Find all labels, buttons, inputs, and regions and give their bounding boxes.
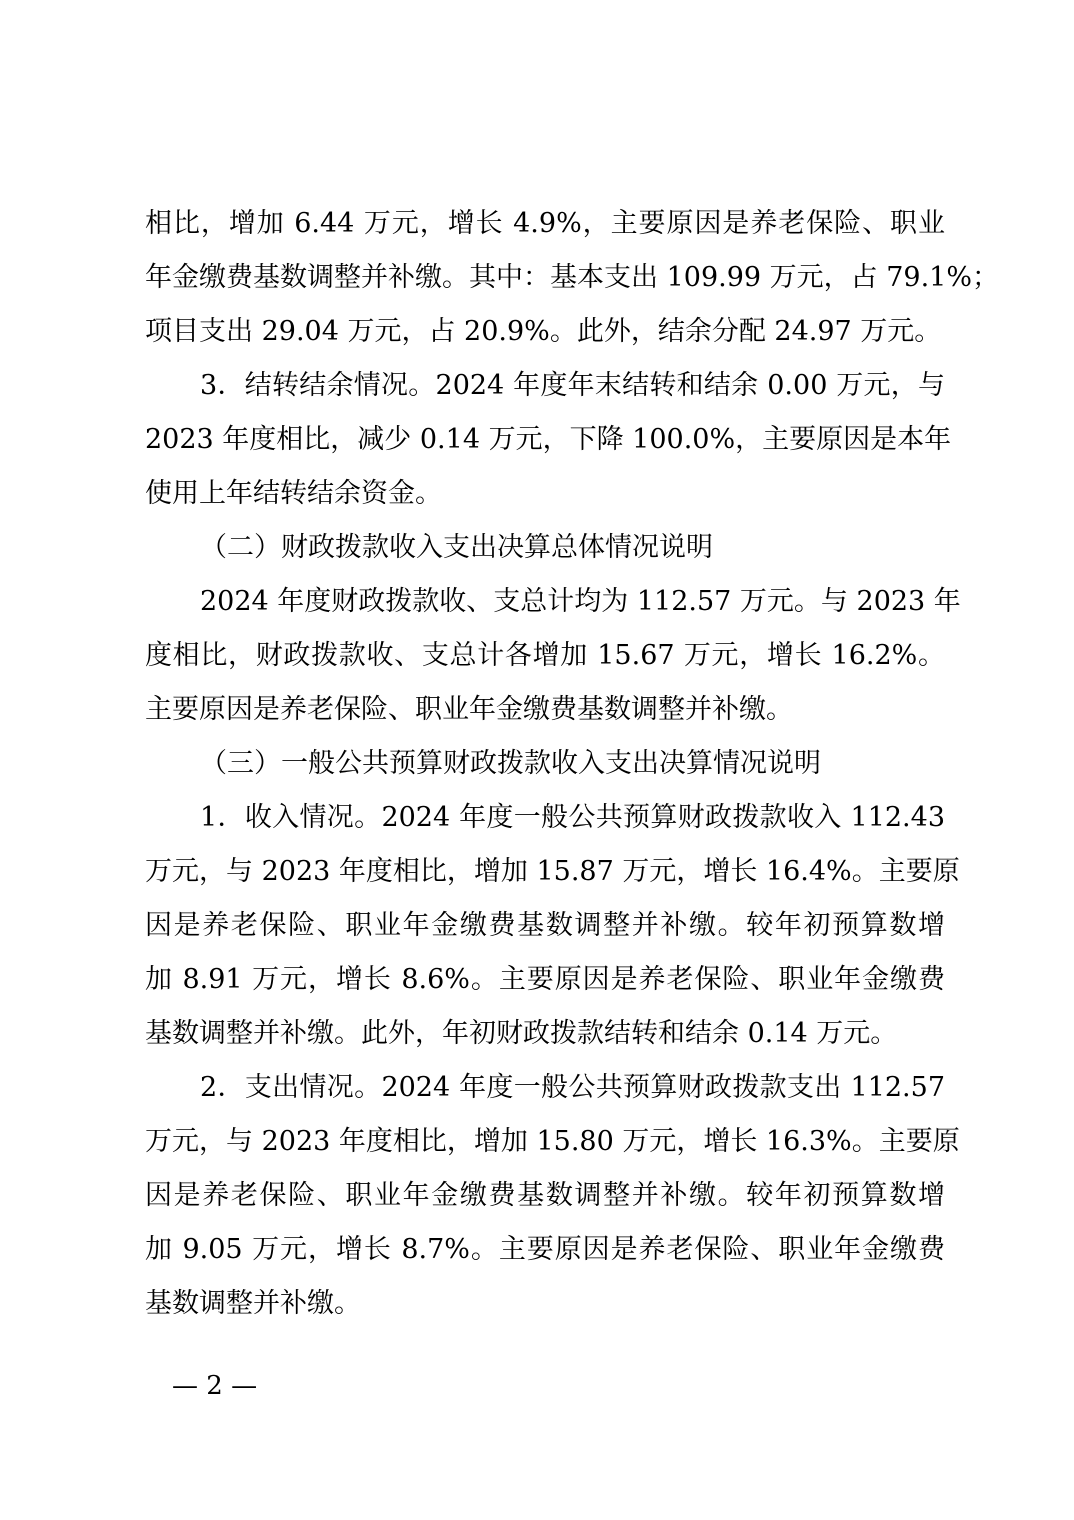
page-number: — 2 — (172, 1371, 258, 1401)
body-text-line: 因是养老保险、职业年金缴费基数调整并补缴。较年初预算数增 (145, 1180, 945, 1211)
body-text-line: 加 9.05 万元，增长 8.7%。主要原因是养老保险、职业年金缴费 (145, 1234, 945, 1265)
body-text-line: 1．收入情况。2024 年度一般公共预算财政拨款收入 112.43 (200, 802, 945, 833)
body-text-line: 基数调整并补缴。此外，年初财政拨款结转和结余 0.14 万元。 (145, 1018, 898, 1049)
body-text-line: 基数调整并补缴。 (145, 1288, 361, 1319)
body-text-line: 2024 年度财政拨款收、支总计均为 112.57 万元。与 2023 年 (200, 586, 961, 617)
body-text-line: 主要原因是养老保险、职业年金缴费基数调整并补缴。 (145, 694, 793, 725)
section-heading: （二）财政拨款收入支出决算总体情况说明 (200, 532, 713, 563)
body-text-line: 加 8.91 万元，增长 8.6%。主要原因是养老保险、职业年金缴费 (145, 964, 945, 995)
body-text-line: 度相比，财政拨款收、支总计各增加 15.67 万元，增长 16.2%。 (145, 640, 945, 671)
body-text-line: 使用上年结转结余资金。 (145, 478, 442, 509)
body-text-line: 2．支出情况。2024 年度一般公共预算财政拨款支出 112.57 (200, 1072, 945, 1103)
body-text-line: 2023 年度相比，减少 0.14 万元，下降 100.0%，主要原因是本年 (145, 424, 952, 455)
body-text-line: 万元，与 2023 年度相比，增加 15.80 万元，增长 16.3%。主要原 (145, 1126, 960, 1157)
body-text-line: 万元，与 2023 年度相比，增加 15.87 万元，增长 16.4%。主要原 (145, 856, 960, 887)
body-text-line: 年金缴费基数调整并补缴。其中：基本支出 109.99 万元，占 79.1%； (145, 262, 999, 293)
body-text-line: 相比，增加 6.44 万元，增长 4.9%，主要原因是养老保险、职业 (145, 208, 945, 239)
section-heading: （三）一般公共预算财政拨款收入支出决算情况说明 (200, 748, 821, 779)
body-text-line: 项目支出 29.04 万元，占 20.9%。此外，结余分配 24.97 万元。 (145, 316, 942, 347)
body-text-line: 因是养老保险、职业年金缴费基数调整并补缴。较年初预算数增 (145, 910, 945, 941)
body-text-line: 3．结转结余情况。2024 年度年末结转和结余 0.00 万元，与 (200, 370, 945, 401)
